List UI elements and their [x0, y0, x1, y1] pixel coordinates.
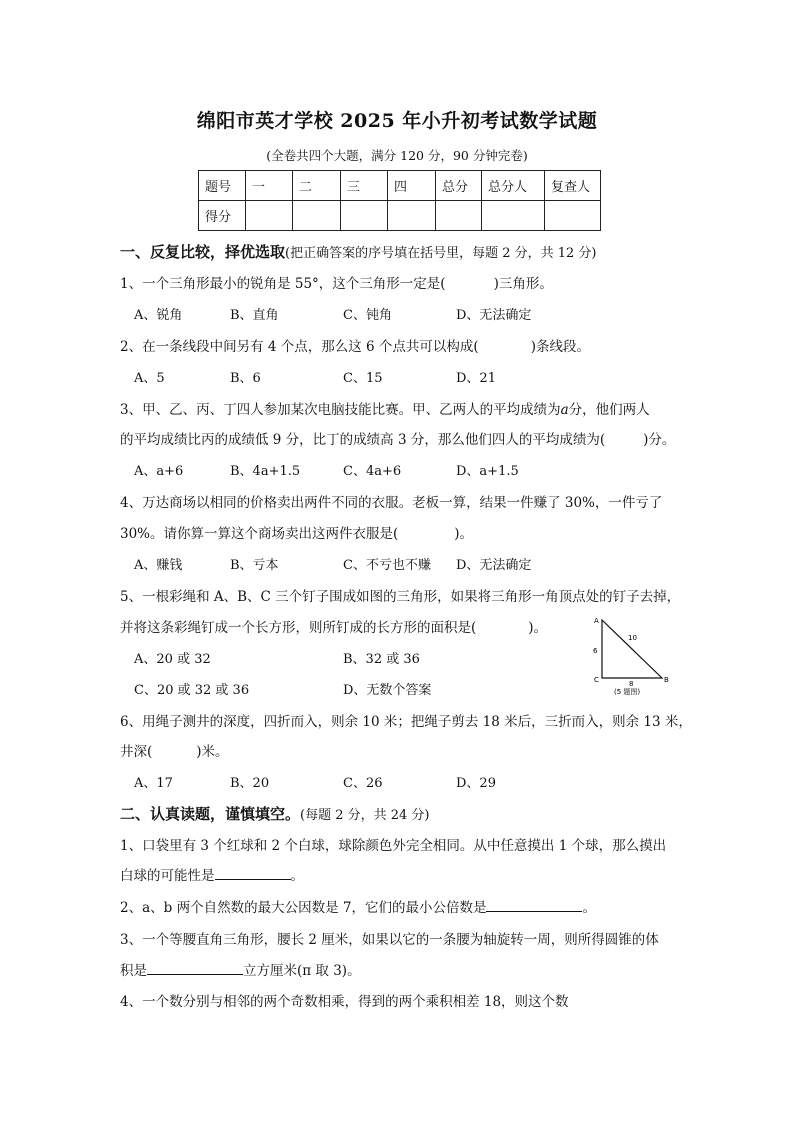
q1-4-option-c[interactable]: C、不亏也不赚 — [343, 558, 431, 573]
score-input-total[interactable] — [436, 201, 482, 231]
q1-6-line2-a: 井深( — [120, 744, 153, 760]
section1-heading — [120, 241, 597, 262]
q2-2-text — [120, 896, 596, 916]
q1-3-option-b[interactable]: B、4a+1.5 — [230, 464, 301, 479]
score-input-2[interactable] — [293, 201, 341, 231]
q1-6-line2 — [120, 740, 229, 760]
score-cell-scorer: 总分人 — [482, 171, 545, 201]
fill-blank[interactable] — [215, 867, 291, 880]
q1-5-line2 — [120, 616, 547, 636]
q1-4-line2-b: )。 — [454, 526, 474, 542]
q1-5-option-b[interactable]: B、32 或 36 — [343, 652, 420, 667]
q1-3-line2 — [120, 428, 675, 448]
q2-1-line2 — [120, 864, 304, 884]
side-ac-label: 6 — [593, 647, 598, 655]
q1-2-text — [120, 335, 590, 355]
q2-4-line1: 4、一个数分别与相邻的两个奇数相乘，得到的两个乘积相差 18，则这个数 — [120, 994, 569, 1010]
vertex-b-label: B — [664, 676, 669, 684]
q1-5-option-a[interactable]: A、20 或 32 — [134, 652, 211, 667]
q1-4-line1: 4、万达商场以相同的价格卖出两件不同的衣服。老板一算，结果一件赚了 30%，一件亏了 — [120, 495, 663, 511]
score-cell-total: 总分 — [436, 171, 482, 201]
fill-blank[interactable] — [486, 899, 582, 912]
section2-title: 二、认真读题，谨慎填空。 — [120, 805, 301, 823]
score-input-scorer[interactable] — [482, 201, 545, 231]
score-input-3[interactable] — [341, 201, 388, 231]
q1-6-line2-b: )米。 — [196, 744, 229, 760]
side-cb-label: 8 — [629, 680, 634, 688]
q1-3-option-a[interactable]: A、a+6 — [134, 464, 184, 479]
q1-4-line2 — [120, 522, 473, 542]
q1-3-line1-a: 3、甲、乙、丙、丁四人参加某次电脑技能比赛。甲、乙两人的平均成绩为 — [120, 402, 561, 418]
q1-5-line2-a: 并将这条彩绳钉成一个长方形，则所钉成的长方形的面积是( — [120, 620, 477, 636]
score-table-score-row — [199, 201, 601, 231]
q1-5-option-c[interactable]: C、20 或 32 或 36 — [134, 683, 250, 698]
score-cell-4: 四 — [388, 171, 436, 201]
q1-6-option-d[interactable]: D、29 — [456, 776, 496, 791]
q2-2-text-b: 。 — [582, 900, 596, 916]
score-cell-2: 二 — [293, 171, 341, 201]
q2-3-line2-a: 积是 — [120, 963, 147, 979]
q1-3-line1 — [120, 398, 650, 418]
q1-1-option-b[interactable]: B、直角 — [230, 308, 279, 323]
q2-1-line1: 1、口袋里有 3 个红球和 2 个白球，球除颜色外完全相同。从中任意摸出 1 个球，那么摸出 — [120, 838, 667, 854]
q1-1-text — [120, 272, 553, 292]
score-cell-label: 题号 — [199, 171, 246, 201]
q1-6-option-a[interactable]: A、17 — [134, 776, 173, 791]
q1-3-line2-b: )分。 — [643, 432, 676, 448]
vertex-a-label: A — [594, 617, 599, 625]
q1-6-line1: 6、用绳子测井的深度，四折而入，则余 10 米；把绳子剪去 18 米后，三折而入，则余 13 米， — [120, 714, 692, 730]
score-input-reviewer[interactable] — [545, 201, 601, 231]
page-title: 绵阳市英才学校 2025 年小升初考试数学试题 — [196, 110, 598, 132]
q1-2-text-b: )条线段。 — [530, 339, 590, 355]
fill-blank[interactable] — [147, 962, 243, 975]
q1-3-option-c[interactable]: C、4a+6 — [343, 464, 402, 479]
q1-1-text-b: )三角形。 — [493, 276, 553, 292]
q1-1-option-d[interactable]: D、无法确定 — [456, 308, 532, 323]
q1-4-option-b[interactable]: B、亏本 — [230, 558, 279, 573]
score-input-1[interactable] — [246, 201, 293, 231]
score-cell-1: 一 — [246, 171, 293, 201]
triangle-shape — [602, 620, 662, 678]
page-subtitle: (全卷共四个大题，满分 120 分，90 分钟完卷) — [266, 148, 528, 163]
q1-5-line1: 5、一根彩绳和 A、B、C 三个钉子围成如图的三角形，如果将三角形一角顶点处的钉子去掉， — [120, 589, 681, 605]
side-ab-label: 10 — [628, 634, 637, 642]
score-table-header-row — [199, 171, 601, 201]
q1-6-option-b[interactable]: B、20 — [230, 776, 270, 791]
q1-2-option-a[interactable]: A、5 — [134, 371, 165, 386]
q1-2-text-a: 2、在一条线段中间另有 4 个点，那么这 6 个点共可以构成( — [120, 339, 479, 355]
q1-3-variable: a — [560, 402, 569, 418]
q1-5-option-d[interactable]: D、无数个答案 — [343, 683, 432, 698]
q1-4-option-d[interactable]: D、无法确定 — [456, 558, 532, 573]
q2-2-text-a: 2、a、b 两个自然数的最大公因数是 7，它们的最小公倍数是 — [120, 900, 487, 916]
q1-2-option-d[interactable]: D、21 — [456, 371, 496, 386]
section2-heading — [120, 803, 430, 824]
q2-3-line2-b: 立方厘米(π 取 3)。 — [243, 963, 361, 979]
q2-1-line2-a: 白球的可能性是 — [120, 868, 215, 884]
q1-4-line2-a: 30%。请你算一算这个商场卖出这两件衣服是( — [120, 526, 399, 542]
q1-6-option-c[interactable]: C、26 — [343, 776, 383, 791]
score-row-label: 得分 — [199, 201, 246, 231]
vertex-c-label: C — [594, 676, 599, 684]
score-cell-3: 三 — [341, 171, 388, 201]
q1-1-text-a: 1、一个三角形最小的锐角是 55°，这个三角形一定是( — [120, 276, 446, 292]
q1-5-line2-b: )。 — [528, 620, 548, 636]
q1-3-line1-b: 分，他们两人 — [568, 402, 650, 418]
score-cell-reviewer: 复查人 — [545, 171, 601, 201]
q1-3-line2-a: 的平均成绩比丙的成绩低 9 分，比丁的成绩高 3 分，那么他们四人的平均成绩为( — [120, 432, 606, 448]
q2-3-line2 — [120, 959, 361, 979]
q1-1-option-a[interactable]: A、锐角 — [134, 308, 183, 323]
q1-3-option-d[interactable]: D、a+1.5 — [456, 464, 519, 479]
q1-1-option-c[interactable]: C、钝角 — [343, 308, 392, 323]
q1-2-option-b[interactable]: B、6 — [230, 371, 261, 386]
q2-1-line2-b: 。 — [290, 868, 304, 884]
section1-title: 一、反复比较，择优选取 — [120, 243, 286, 261]
figure-caption: (5 题图) — [614, 688, 641, 696]
q1-4-option-a[interactable]: A、赚钱 — [134, 558, 183, 573]
score-table — [198, 170, 601, 231]
triangle-figure — [586, 612, 676, 698]
section1-note: (把正确答案的序号填在括号里，每题 2 分，共 12 分) — [285, 246, 597, 261]
score-input-4[interactable] — [388, 201, 436, 231]
q2-3-line1: 3、一个等腰直角三角形，腰长 2 厘米，如果以它的一条腰为轴旋转一周，则所得圆锥的体 — [120, 932, 659, 948]
q1-2-option-c[interactable]: C、15 — [343, 371, 383, 386]
section2-note: (每题 2 分，共 24 分) — [300, 808, 430, 823]
